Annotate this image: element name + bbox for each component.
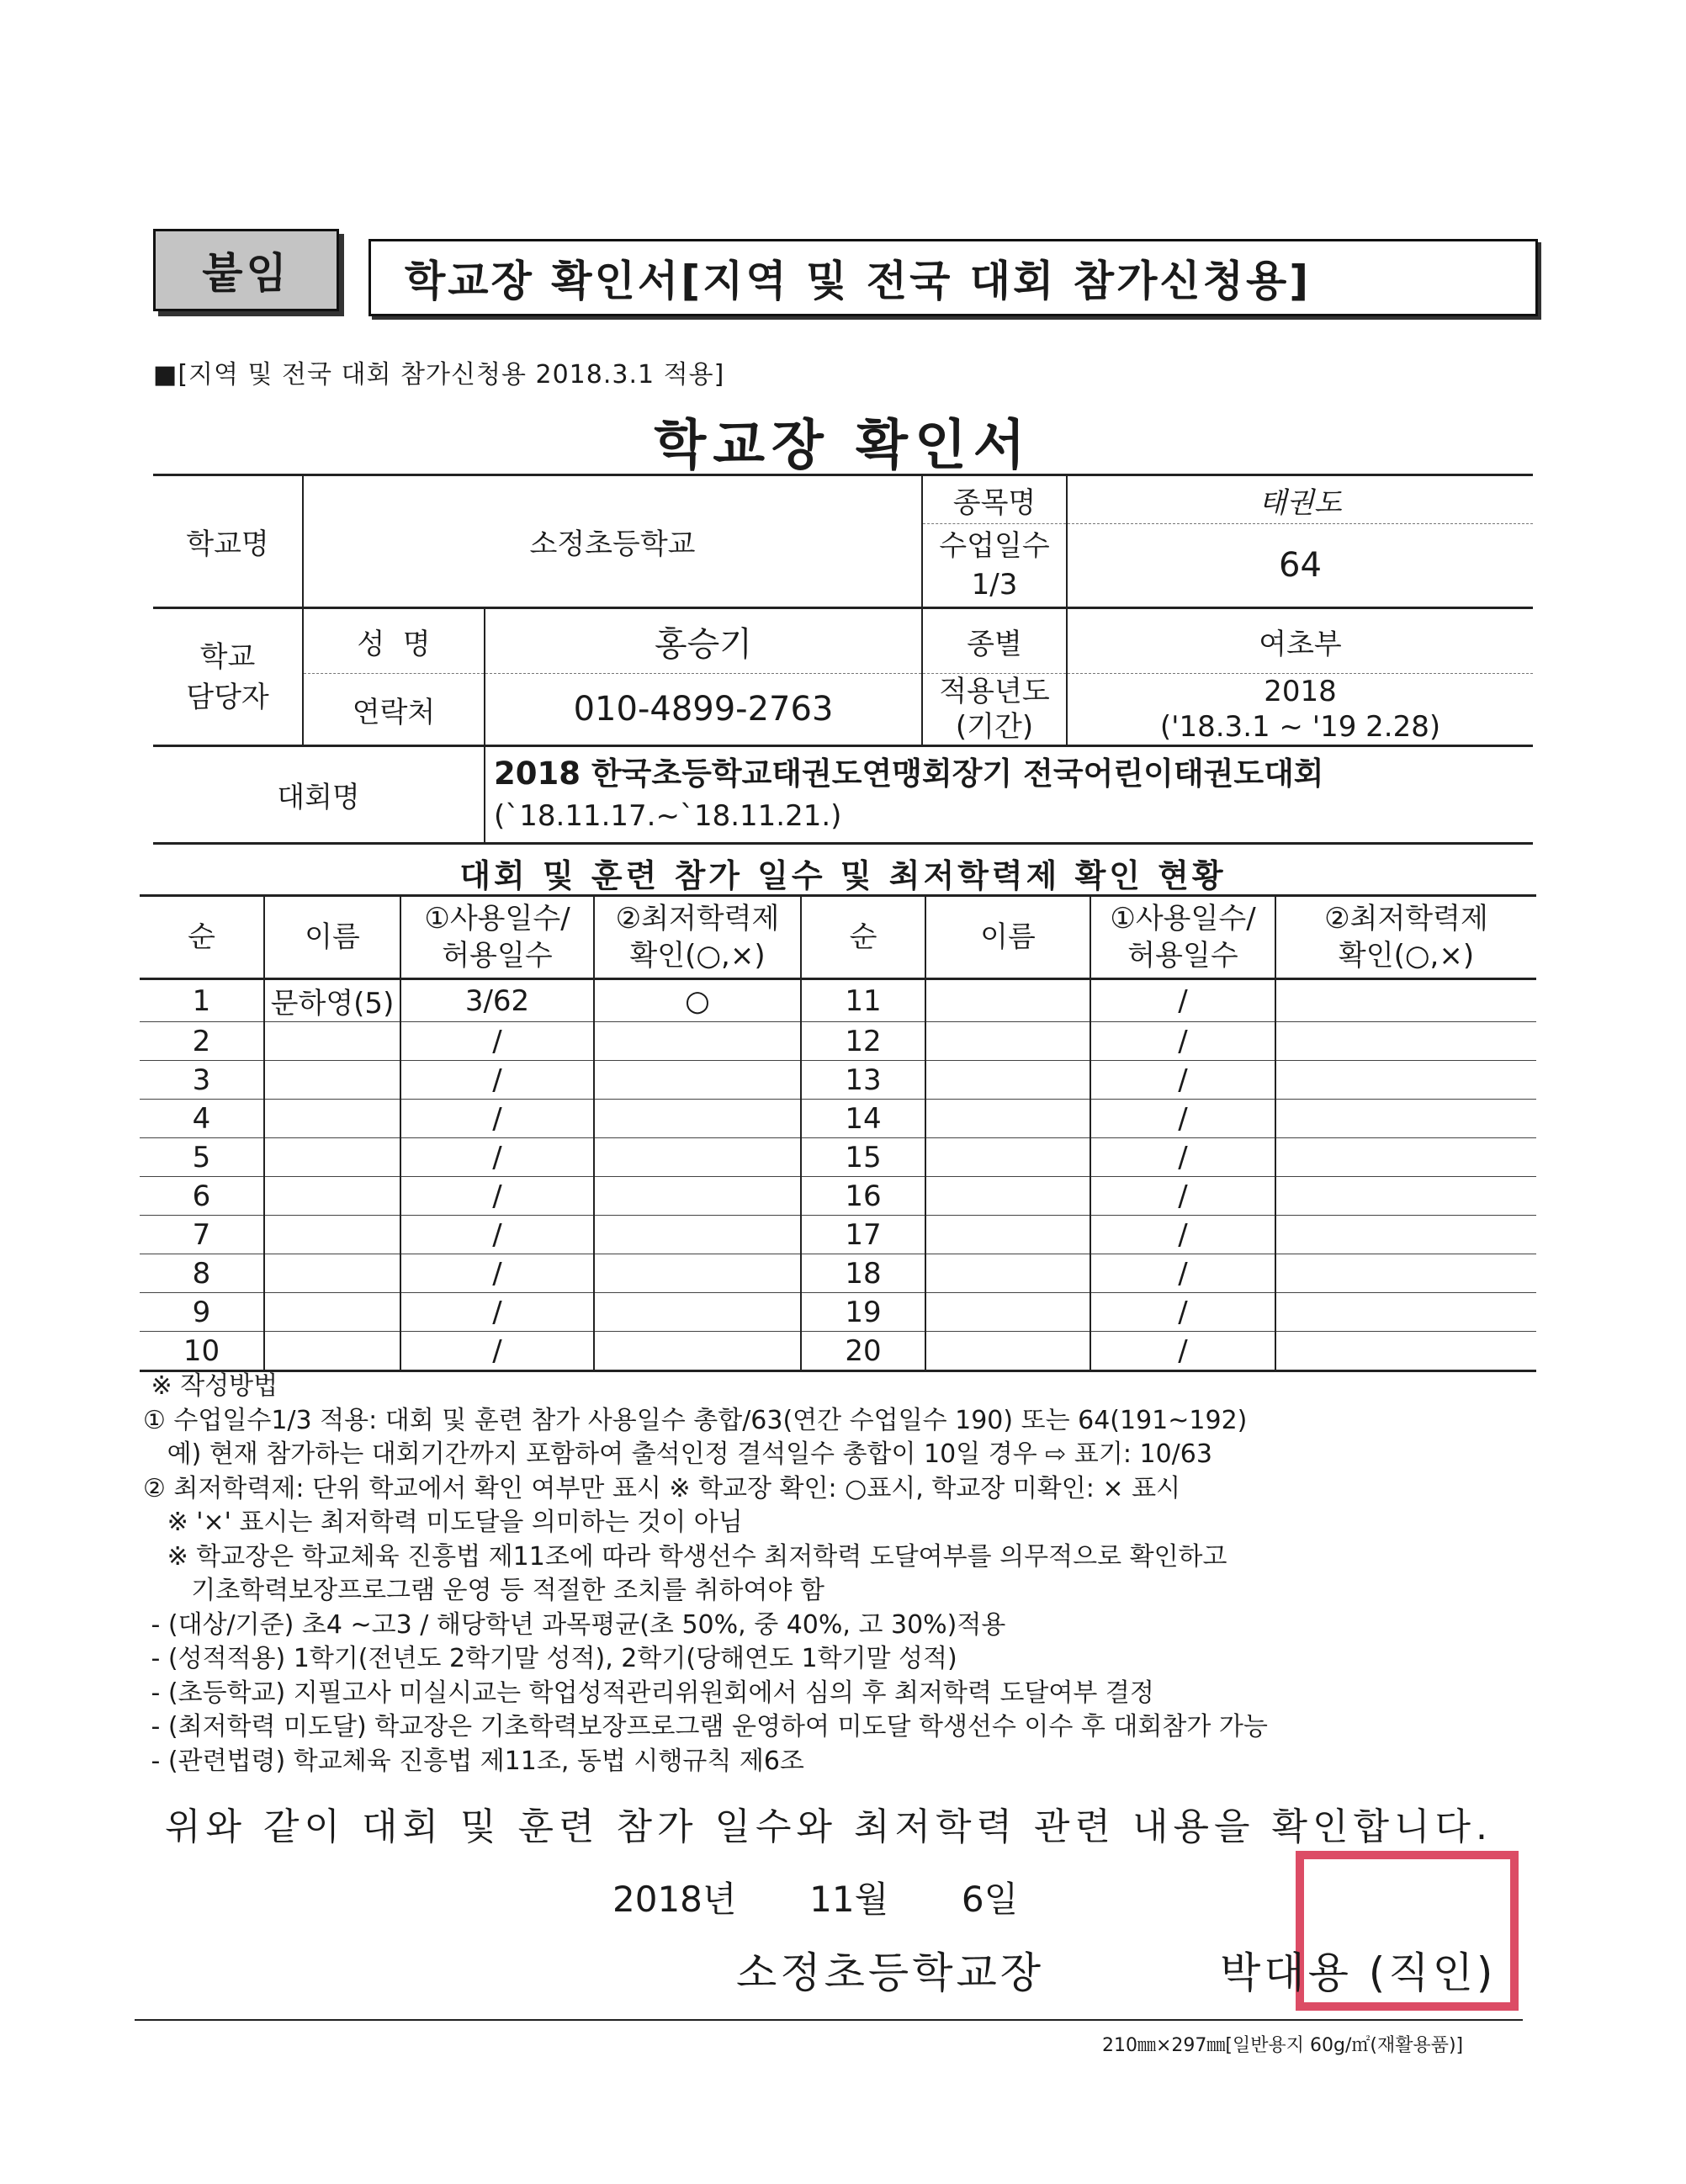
header-name-left: 이름 <box>264 896 400 979</box>
name-label: 성 명 <box>303 608 485 674</box>
row-days: / <box>400 1100 594 1138</box>
year-label <box>922 674 1067 746</box>
row-days: / <box>400 1138 594 1177</box>
row-name <box>925 1293 1090 1332</box>
row-no: 13 <box>801 1061 925 1100</box>
row-no: 8 <box>140 1254 264 1293</box>
row-no: 19 <box>801 1293 925 1332</box>
row-days: / <box>1090 1138 1275 1177</box>
row-days: / <box>400 1293 594 1332</box>
row-no: 1 <box>140 979 264 1022</box>
year: 2018 <box>1264 675 1337 708</box>
row-days: / <box>400 1332 594 1371</box>
row-check <box>594 1332 801 1371</box>
staff-label-line1: 학교 <box>199 639 256 674</box>
table-row <box>140 1138 1536 1177</box>
table-row <box>140 1022 1536 1061</box>
staff-label-line2: 담당자 <box>186 680 269 714</box>
row-no: 7 <box>140 1216 264 1254</box>
row-name <box>925 1216 1090 1254</box>
header-no-left: 순 <box>140 896 264 979</box>
row-name <box>925 1332 1090 1371</box>
class-days-label <box>922 524 1067 608</box>
row-name <box>264 1138 400 1177</box>
header-check-line1: ②최저학력제 <box>1324 902 1488 936</box>
sport-value: 태권도 <box>1067 475 1533 524</box>
note-line: ※ 작성방법 <box>143 1371 278 1401</box>
row-days: / <box>400 1177 594 1216</box>
row-no: 16 <box>801 1177 925 1216</box>
row-check <box>594 1254 801 1293</box>
competition-dates: (`18.11.17.~`18.11.21.) <box>494 798 842 833</box>
row-name <box>925 1061 1090 1100</box>
header-name-right: 이름 <box>925 896 1090 979</box>
row-no: 12 <box>801 1022 925 1061</box>
row-days: / <box>1090 1100 1275 1138</box>
table-row <box>140 1061 1536 1100</box>
row-no: 14 <box>801 1100 925 1138</box>
row-check <box>1275 1022 1536 1061</box>
table-row <box>140 1293 1536 1332</box>
competition-name: 2018 한국초등학교태권도연맹회장기 전국어린이태권도대회 <box>494 755 1324 792</box>
bottom-divider <box>135 2019 1523 2021</box>
row-name <box>264 1216 400 1254</box>
participation-table <box>140 894 1536 1372</box>
row-days: / <box>400 1022 594 1061</box>
scope-note: ■[지역 및 전국 대회 참가신청용 2018.3.1 적용] <box>153 360 725 390</box>
note-line: ② 최저학력제: 단위 학교에서 확인 여부만 표시 ※ 학교장 확인: ○표시, 학교장 미확인: × 표시 <box>143 1473 1181 1503</box>
row-no: 3 <box>140 1061 264 1100</box>
row-check <box>1275 1061 1536 1100</box>
row-check <box>594 1061 801 1100</box>
writing-instructions <box>143 1370 1540 1778</box>
row-check <box>1275 1254 1536 1293</box>
row-check: ○ <box>594 979 801 1022</box>
class-days-label-line1: 수업일수 <box>939 529 1050 563</box>
paper-spec: 210㎜×297㎜[일반용지 60g/㎡(재활용품)] <box>1102 2035 1464 2056</box>
sport-label: 종목명 <box>922 475 1067 524</box>
row-no: 5 <box>140 1138 264 1177</box>
row-check <box>594 1138 801 1177</box>
row-name <box>264 1293 400 1332</box>
row-name <box>264 1177 400 1216</box>
table-row <box>140 979 1536 1022</box>
participation-title: 대회 및 훈련 참가 일수 및 최저학력제 확인 현황 <box>459 857 1227 894</box>
row-name <box>925 1254 1090 1293</box>
year-value <box>1067 674 1533 746</box>
note-line: ※ '×' 표시는 최저학력 미도달을 의미하는 것이 아님 <box>143 1508 743 1537</box>
header-check-left <box>594 896 801 979</box>
class-days-label-line2: 1/3 <box>971 568 1018 602</box>
row-days: 3/62 <box>400 979 594 1022</box>
note-line: - (대상/기준) 초4 ~고3 / 해당학년 과목평균(초 50%, 중 40%, 고 30%)적용 <box>143 1609 1006 1640</box>
header-days-line1: ①사용일수/ <box>424 902 570 936</box>
period: ('18.3.1 ~ '19 2.28) <box>1159 710 1441 744</box>
row-no: 18 <box>801 1254 925 1293</box>
row-check <box>594 1177 801 1216</box>
row-no: 15 <box>801 1138 925 1177</box>
row-days: / <box>1090 1293 1275 1332</box>
row-check <box>594 1022 801 1061</box>
header-days-right <box>1090 896 1275 979</box>
info-table <box>153 474 1533 845</box>
note-line: - (관련법령) 학교체육 진흥법 제11조, 동법 시행규칙 제6조 <box>143 1746 804 1776</box>
header-check-line2: 확인(○,×) <box>629 939 766 973</box>
row-no: 10 <box>140 1332 264 1371</box>
table-row <box>140 1177 1536 1216</box>
row-days: / <box>1090 979 1275 1022</box>
row-name <box>264 1254 400 1293</box>
note-line: - (최저학력 미도달) 학교장은 기초학력보장프로그램 운영하여 미도달 학생선수 이수 후 대회참가 가능 <box>143 1712 1268 1741</box>
table-row <box>140 1254 1536 1293</box>
header-days-line1: ①사용일수/ <box>1110 902 1256 936</box>
row-check <box>1275 1216 1536 1254</box>
row-check <box>1275 979 1536 1022</box>
row-check <box>594 1293 801 1332</box>
note-line: 예) 현재 참가하는 대회기간까지 포함하여 출석인정 결석일수 총합이 10일 경우 ⇨ 표기: 10/63 <box>143 1439 1212 1469</box>
row-no: 2 <box>140 1022 264 1061</box>
row-name <box>264 1100 400 1138</box>
row-name <box>925 1138 1090 1177</box>
row-days: / <box>1090 1177 1275 1216</box>
row-days: / <box>1090 1061 1275 1100</box>
row-no: 20 <box>801 1332 925 1371</box>
row-check <box>1275 1293 1536 1332</box>
row-no: 9 <box>140 1293 264 1332</box>
document-title: 학교장 확인서 <box>654 415 1032 477</box>
row-check <box>1275 1138 1536 1177</box>
table-row <box>140 1332 1536 1371</box>
staff-label <box>153 608 303 746</box>
row-days: / <box>1090 1022 1275 1061</box>
row-check <box>1275 1100 1536 1138</box>
row-name <box>264 1332 400 1371</box>
row-check <box>594 1216 801 1254</box>
row-no: 11 <box>801 979 925 1022</box>
row-days: / <box>400 1254 594 1293</box>
division-label: 종별 <box>922 608 1067 674</box>
header-no-right: 순 <box>801 896 925 979</box>
header-title: 학교장 확인서[지역 및 전국 대회 참가신청용] <box>368 239 1538 316</box>
year-label-line2: (기간) <box>955 710 1034 744</box>
row-days: / <box>1090 1216 1275 1254</box>
division-value: 여초부 <box>1067 608 1533 674</box>
attachment-badge: 붙임 <box>153 229 339 311</box>
principal-school: 소정초등학교장 <box>736 1948 1045 1997</box>
issue-date: 2018년 11월 6일 <box>612 1879 1019 1920</box>
principal-name: 박대용 (직인) <box>1220 1948 1497 1997</box>
row-name <box>925 1100 1090 1138</box>
row-days: / <box>1090 1332 1275 1371</box>
school-name-label: 학교명 <box>153 475 303 608</box>
header-check-line2: 확인(○,×) <box>1338 939 1475 973</box>
table-row <box>140 1100 1536 1138</box>
row-name <box>925 1177 1090 1216</box>
note-line: - (초등학교) 지필고사 미실시교는 학업성적관리위원회에서 심의 후 최저학력 도달여부 결정 <box>143 1678 1154 1708</box>
contact-label: 연락처 <box>303 674 485 746</box>
note-line: 기초학력보장프로그램 운영 등 적절한 조치를 취하여야 함 <box>143 1576 824 1605</box>
row-check <box>1275 1177 1536 1216</box>
header-check-line1: ②최저학력제 <box>615 902 780 936</box>
row-no: 6 <box>140 1177 264 1216</box>
confirmation-statement: 위와 같이 대회 및 훈련 참가 일수와 최저학력 관련 내용을 확인합니다. <box>165 1805 1492 1848</box>
row-days: / <box>400 1216 594 1254</box>
row-name <box>264 1061 400 1100</box>
header-days-line2: 허용일수 <box>442 939 553 973</box>
note-line: ※ 학교장은 학교체육 진흥법 제11조에 따라 학생선수 최저학력 도달여부를 의무적으로 확인하고 <box>143 1541 1227 1572</box>
header-check-right <box>1275 896 1536 979</box>
row-check <box>594 1100 801 1138</box>
row-name <box>264 1022 400 1061</box>
contact-value: 010-4899-2763 <box>485 674 922 746</box>
row-no: 17 <box>801 1216 925 1254</box>
staff-name: 홍승기 <box>485 608 922 674</box>
class-days-value: 64 <box>1067 524 1533 608</box>
year-label-line1: 적용년도 <box>939 675 1050 708</box>
note-line: ① 수업일수1/3 적용: 대회 및 훈련 참가 사용일수 총합/63(연간 수업일수 190) 또는 64(191~192) <box>143 1405 1248 1435</box>
competition-label: 대회명 <box>153 746 485 844</box>
header-days-line2: 허용일수 <box>1127 939 1238 973</box>
row-no: 4 <box>140 1100 264 1138</box>
row-days: / <box>1090 1254 1275 1293</box>
school-name: 소정초등학교 <box>303 475 922 608</box>
table-row <box>140 1216 1536 1254</box>
header-days-left <box>400 896 594 979</box>
row-name <box>925 979 1090 1022</box>
row-name <box>925 1022 1090 1061</box>
competition-value <box>485 746 1533 844</box>
row-days: / <box>400 1061 594 1100</box>
row-check <box>1275 1332 1536 1371</box>
note-line: - (성적적용) 1학기(전년도 2학기말 성적), 2학기(당해연도 1학기말 성적) <box>143 1644 957 1673</box>
row-name: 문하영(5) <box>264 979 400 1022</box>
